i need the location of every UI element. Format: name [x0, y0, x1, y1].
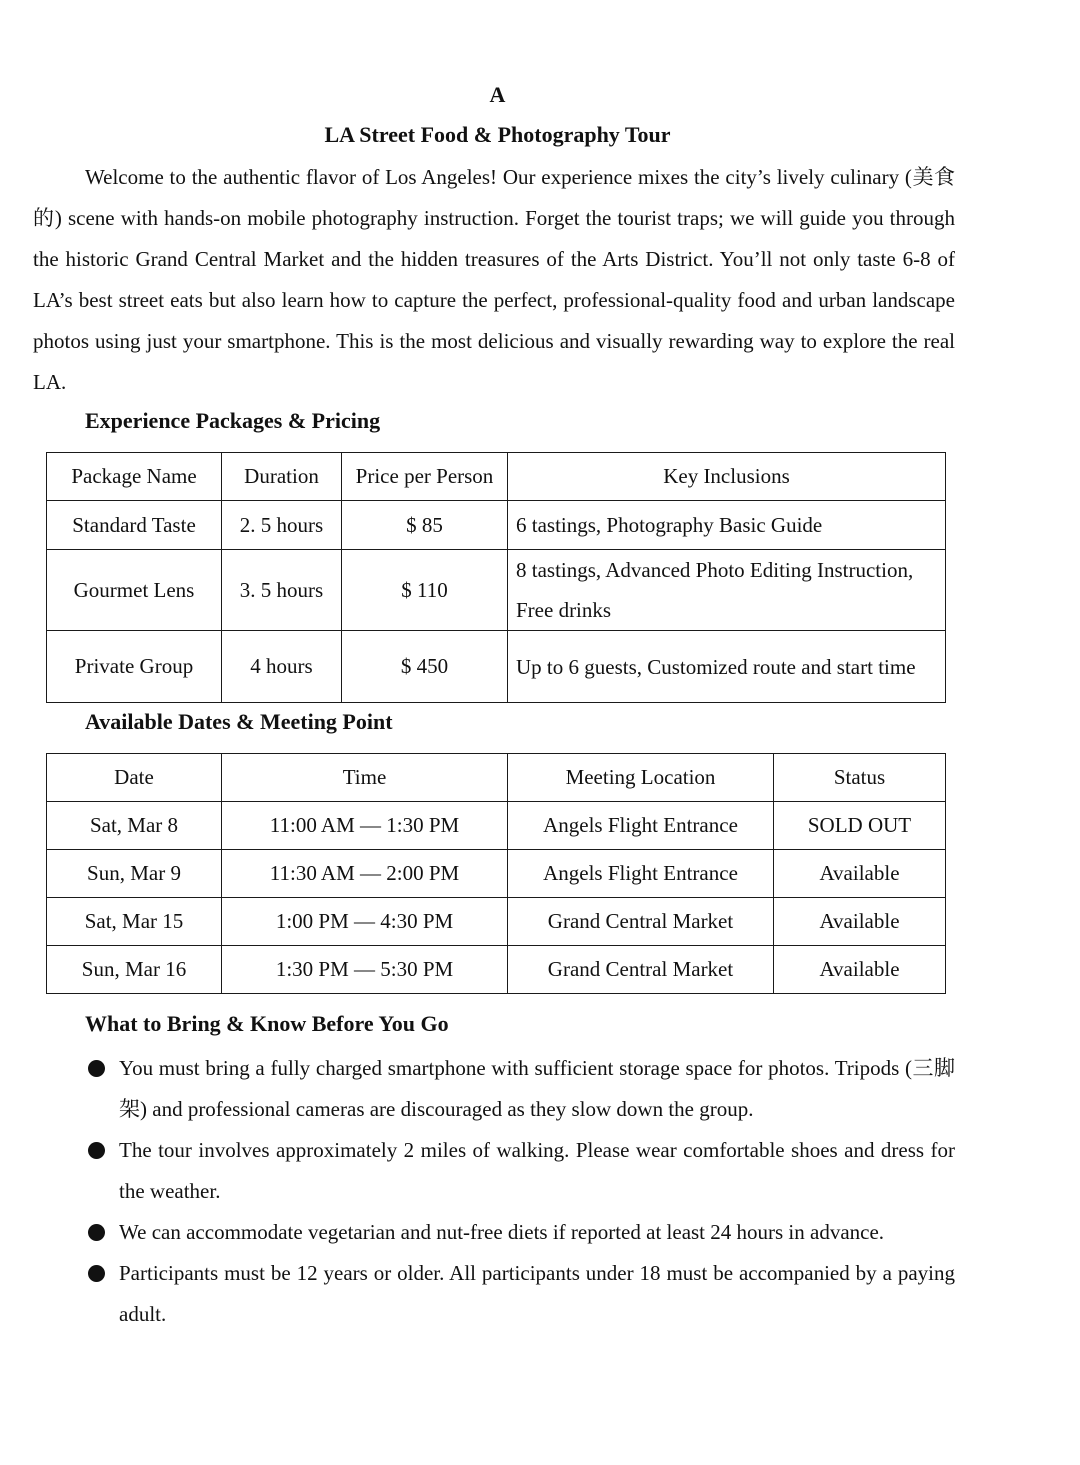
- bullet-icon: [88, 1142, 105, 1159]
- note-text: Participants must be 12 years or older. All participants under 18 must be accompanied by a paying adult.: [119, 1261, 955, 1326]
- list-item: [85, 1130, 955, 1212]
- package-name-cell: Gourmet Lens: [47, 550, 222, 631]
- status-cell: Available: [774, 850, 946, 898]
- date-cell: Sun, Mar 9: [47, 850, 222, 898]
- list-item: [85, 1253, 955, 1335]
- table-row: [47, 946, 946, 994]
- packages-heading: Experience Packages & Pricing: [85, 408, 381, 433]
- note-text: You must bring a fully charged smartphone with sufficient storage space for photos. Tripods (三脚架) and professional cameras are discouraged as they slow down the group.: [119, 1056, 955, 1121]
- inclusions-cell: 6 tastings, Photography Basic Guide: [508, 501, 946, 550]
- notes-list: [85, 1048, 955, 1335]
- dates-table: [46, 753, 946, 994]
- location-cell: Grand Central Market: [508, 898, 774, 946]
- inclusions-cell: 8 tastings, Advanced Photo Editing Instruction, Free drinks: [508, 550, 946, 631]
- column-header: Package Name: [47, 453, 222, 501]
- duration-cell: 3. 5 hours: [222, 550, 342, 631]
- duration-cell: 2. 5 hours: [222, 501, 342, 550]
- packages-table: [46, 452, 946, 703]
- note-text: The tour involves approximately 2 miles of walking. Please wear comfortable shoes and dress for the weather.: [119, 1138, 955, 1203]
- time-cell: 11:00 AM — 1:30 PM: [222, 802, 508, 850]
- table-header-row: [47, 754, 946, 802]
- package-name-cell: Standard Taste: [47, 501, 222, 550]
- duration-cell: 4 hours: [222, 631, 342, 703]
- table-header-row: [47, 453, 946, 501]
- list-item: [85, 1048, 955, 1130]
- bullet-icon: [88, 1060, 105, 1077]
- bullet-icon: [88, 1265, 105, 1282]
- dates-heading: Available Dates & Meeting Point: [85, 709, 393, 734]
- location-cell: Angels Flight Entrance: [508, 802, 774, 850]
- column-header: Time: [222, 754, 508, 802]
- column-header: Price per Person: [342, 453, 508, 501]
- price-cell: $ 85: [342, 501, 508, 550]
- column-header: Key Inclusions: [508, 453, 946, 501]
- column-header: Duration: [222, 453, 342, 501]
- column-header: Status: [774, 754, 946, 802]
- page-title: LA Street Food & Photography Tour: [324, 122, 671, 147]
- date-cell: Sun, Mar 16: [47, 946, 222, 994]
- price-cell: $ 450: [342, 631, 508, 703]
- inclusions-cell: Up to 6 guests, Customized route and start time: [508, 631, 946, 703]
- table-row: [47, 802, 946, 850]
- table-row: [47, 550, 946, 631]
- status-cell: Available: [774, 946, 946, 994]
- table-row: [47, 631, 946, 703]
- table-row: [47, 850, 946, 898]
- list-item: [85, 1212, 955, 1253]
- time-cell: 1:30 PM — 5:30 PM: [222, 946, 508, 994]
- notes-heading: What to Bring & Know Before You Go: [85, 1011, 449, 1036]
- bullet-icon: [88, 1224, 105, 1241]
- location-cell: Angels Flight Entrance: [508, 850, 774, 898]
- status-cell: SOLD OUT: [774, 802, 946, 850]
- status-cell: Available: [774, 898, 946, 946]
- table-row: [47, 898, 946, 946]
- package-name-cell: Private Group: [47, 631, 222, 703]
- price-cell: $ 110: [342, 550, 508, 631]
- column-header: Date: [47, 754, 222, 802]
- location-cell: Grand Central Market: [508, 946, 774, 994]
- time-cell: 11:30 AM — 2:00 PM: [222, 850, 508, 898]
- intro-paragraph: Welcome to the authentic flavor of Los Angeles! Our experience mixes the city’s lively culinary (美食的) scene with hands-on mobile photography instruction. Forget the tourist traps; we will guide you through the historic Grand Central Market and the hidden treasures of the Arts District. You’ll not only taste 6-8 of LA’s best street eats but also learn how to capture the perfect, professional-quality food and urban landscape photos using just your smartphone. This is the most delicious and visually rewarding way to explore the real LA.: [33, 165, 955, 394]
- section-letter: A: [489, 82, 506, 107]
- date-cell: Sat, Mar 8: [47, 802, 222, 850]
- time-cell: 1:00 PM — 4:30 PM: [222, 898, 508, 946]
- note-text: We can accommodate vegetarian and nut-free diets if reported at least 24 hours in advance.: [119, 1220, 885, 1244]
- date-cell: Sat, Mar 15: [47, 898, 222, 946]
- column-header: Meeting Location: [508, 754, 774, 802]
- table-row: [47, 501, 946, 550]
